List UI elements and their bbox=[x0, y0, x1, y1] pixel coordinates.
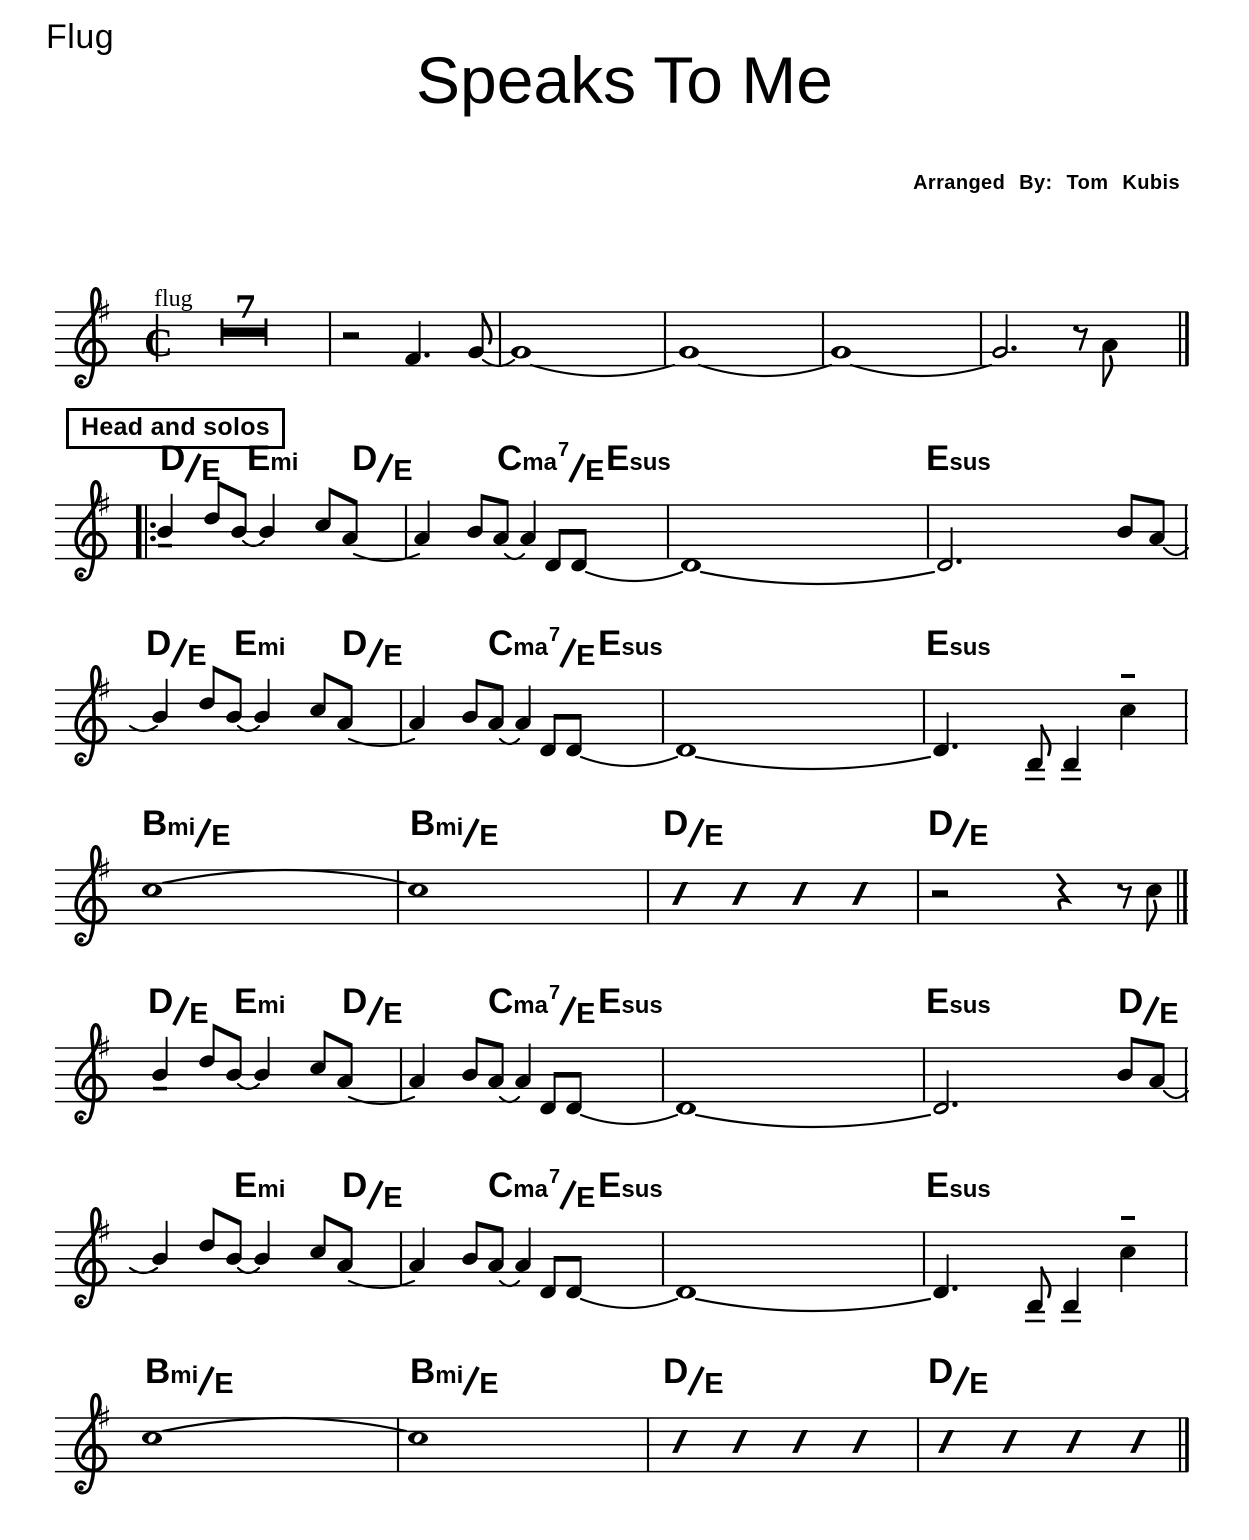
chord-quality: sus bbox=[621, 992, 663, 1019]
beam bbox=[324, 672, 353, 691]
key-signature-sharp-icon: ♯ bbox=[96, 1029, 112, 1067]
chord-slash-icon bbox=[184, 451, 202, 485]
chord-symbol bbox=[598, 626, 663, 661]
page-title: Speaks To Me bbox=[415, 43, 833, 117]
chord-slash-icon bbox=[366, 994, 384, 1028]
chord-root: D bbox=[928, 804, 954, 843]
chord-symbol bbox=[928, 1352, 989, 1400]
beam bbox=[324, 1214, 353, 1233]
chord-slash-icon bbox=[952, 1364, 970, 1398]
tie-slur bbox=[349, 739, 414, 746]
key-signature-sharp-icon: ♯ bbox=[96, 1399, 112, 1437]
chord-quality: mi bbox=[257, 1176, 286, 1203]
chord-bass: E bbox=[189, 998, 209, 1030]
staff-system-4 bbox=[55, 847, 1188, 945]
chord-quality: ma bbox=[513, 634, 548, 661]
chord-bass: E bbox=[576, 640, 596, 672]
treble-clef-icon bbox=[78, 1299, 83, 1304]
chord-symbol bbox=[342, 624, 403, 672]
augmentation-dot bbox=[952, 1286, 957, 1291]
quarter-rest bbox=[1058, 875, 1068, 908]
cut-time-icon: C bbox=[144, 320, 173, 365]
chord-slash-icon bbox=[952, 816, 970, 850]
chord-symbol bbox=[234, 626, 285, 661]
rhythm-slash bbox=[672, 882, 688, 905]
chord-slash-icon bbox=[568, 451, 586, 485]
chord-root: E bbox=[598, 982, 622, 1021]
rhythm-slash bbox=[938, 1430, 954, 1453]
chord-slash-icon bbox=[366, 636, 384, 670]
treble-clef-icon bbox=[78, 572, 83, 577]
tie-slur bbox=[581, 1299, 677, 1308]
staff-system-5 bbox=[55, 1023, 1188, 1127]
chord-slash-icon bbox=[559, 636, 577, 670]
chord-root: C bbox=[497, 439, 523, 478]
chord-quality: mi bbox=[435, 1362, 464, 1389]
chord-slash-icon bbox=[366, 1178, 384, 1212]
chord-quality: sus bbox=[621, 1176, 663, 1203]
chord-symbol bbox=[142, 804, 231, 852]
chord-quality: ma bbox=[513, 1176, 548, 1203]
augmentation-dot bbox=[1011, 346, 1016, 351]
key-signature-sharp-icon: ♯ bbox=[96, 1213, 112, 1251]
beam bbox=[213, 1207, 242, 1226]
beam bbox=[329, 487, 358, 506]
tie-slur bbox=[349, 1281, 414, 1288]
chord-symbol bbox=[606, 441, 671, 476]
chord-symbol bbox=[234, 984, 285, 1019]
augmentation-dot bbox=[952, 744, 957, 749]
instrument-cue-label: flug bbox=[154, 286, 193, 312]
eighth-flag-icon bbox=[1103, 357, 1111, 386]
chord-root: E bbox=[234, 624, 258, 663]
chord-quality: mi bbox=[167, 814, 196, 841]
key-signature-sharp-icon: ♯ bbox=[96, 671, 112, 709]
chord-quality: mi bbox=[170, 1362, 199, 1389]
rhythm-slash bbox=[672, 1430, 688, 1453]
chord-root: D bbox=[342, 982, 368, 1021]
chord-root: E bbox=[926, 624, 950, 663]
ledger-line bbox=[1025, 769, 1045, 772]
rhythm-slash bbox=[852, 1430, 868, 1453]
treble-clef-icon bbox=[78, 1485, 83, 1490]
chord-symbol bbox=[598, 984, 663, 1019]
chord-slash-icon bbox=[462, 816, 480, 850]
chord-slash-icon bbox=[687, 1364, 705, 1398]
repeat-dot bbox=[150, 536, 156, 542]
tie-slur bbox=[1164, 548, 1188, 555]
chord-quality: ma bbox=[522, 449, 557, 476]
rhythm-slash bbox=[1130, 1430, 1146, 1453]
ledger-line bbox=[1025, 1320, 1045, 1323]
chord-slash-icon bbox=[376, 451, 394, 485]
chord-symbol bbox=[926, 1168, 991, 1203]
chord-symbol bbox=[148, 982, 209, 1030]
chord-root: E bbox=[606, 439, 630, 478]
chord-root: D bbox=[148, 982, 174, 1021]
chord-bass: E bbox=[704, 820, 724, 852]
chord-symbol bbox=[342, 982, 403, 1030]
tenuto-mark bbox=[1121, 1216, 1135, 1220]
chord-symbol bbox=[342, 1166, 403, 1214]
staff-system-1 bbox=[55, 289, 1188, 387]
chord-extension: 7 bbox=[548, 982, 561, 1004]
chord-symbol bbox=[146, 624, 207, 672]
chord-bass: E bbox=[479, 1368, 499, 1400]
chord-symbol bbox=[497, 439, 605, 487]
chord-root: E bbox=[926, 439, 950, 478]
chord-bass: E bbox=[479, 820, 499, 852]
tie-slur bbox=[349, 1097, 414, 1104]
staff-system-7 bbox=[55, 1395, 1188, 1493]
treble-clef-icon bbox=[78, 379, 83, 384]
staff-system-6 bbox=[55, 1207, 1188, 1322]
chord-root: C bbox=[488, 1166, 514, 1205]
chord-slash-icon bbox=[170, 636, 188, 670]
rhythm-slash bbox=[792, 1430, 808, 1453]
chord-root: B bbox=[410, 1352, 436, 1391]
chord-symbol bbox=[352, 439, 413, 487]
rhythm-slash bbox=[792, 882, 808, 905]
chord-root: D bbox=[160, 439, 186, 478]
chord-bass: E bbox=[969, 1368, 989, 1400]
augmentation-dot bbox=[952, 1102, 957, 1107]
chord-slash-icon bbox=[559, 994, 577, 1028]
repeat-dot bbox=[150, 522, 156, 528]
tie-slur bbox=[696, 757, 930, 769]
chord-root: D bbox=[928, 1352, 954, 1391]
chord-root: B bbox=[145, 1352, 171, 1391]
ledger-line bbox=[1025, 1311, 1045, 1314]
chord-root: C bbox=[488, 624, 514, 663]
section-label: Head and solos bbox=[66, 408, 285, 449]
half-rest bbox=[343, 332, 359, 339]
chord-slash-icon bbox=[197, 1364, 215, 1398]
chord-bass: E bbox=[969, 820, 989, 852]
chord-symbol bbox=[598, 1168, 663, 1203]
chord-bass: E bbox=[187, 640, 207, 672]
chord-bass: E bbox=[704, 1368, 724, 1400]
chord-symbol bbox=[410, 1352, 499, 1400]
tie-slur bbox=[163, 1418, 406, 1431]
chord-root: D bbox=[1118, 982, 1144, 1021]
chord-symbol bbox=[247, 441, 298, 476]
rhythm-slash bbox=[852, 882, 868, 905]
rhythm-slash bbox=[1002, 1430, 1018, 1453]
chord-extension: 7 bbox=[557, 439, 570, 461]
tie-slur bbox=[581, 757, 677, 766]
ledger-line bbox=[1061, 1320, 1081, 1323]
key-signature-sharp-icon: ♯ bbox=[96, 486, 112, 524]
staff-system-3 bbox=[55, 665, 1188, 780]
augmentation-dot bbox=[424, 352, 429, 357]
chord-slash-icon bbox=[687, 816, 705, 850]
tenuto-mark bbox=[153, 1087, 167, 1091]
chord-root: D bbox=[342, 624, 368, 663]
tie-slur bbox=[531, 365, 674, 376]
beam bbox=[218, 480, 247, 499]
chord-symbol bbox=[234, 1168, 285, 1203]
ledger-line bbox=[1061, 1311, 1081, 1314]
chord-bass: E bbox=[393, 455, 413, 487]
chord-root: E bbox=[598, 624, 622, 663]
chord-quality: mi bbox=[257, 634, 286, 661]
chord-quality: mi bbox=[270, 449, 299, 476]
chord-symbol bbox=[488, 982, 596, 1030]
rhythm-slash bbox=[732, 1430, 748, 1453]
rhythm-slash bbox=[732, 882, 748, 905]
chord-root: E bbox=[234, 982, 258, 1021]
chord-bass: E bbox=[383, 1182, 403, 1214]
chord-bass: E bbox=[383, 998, 403, 1030]
treble-clef-icon bbox=[78, 1115, 83, 1120]
chord-symbol bbox=[410, 804, 499, 852]
chord-slash-icon bbox=[462, 1364, 480, 1398]
chord-symbol bbox=[926, 441, 991, 476]
tie-slur bbox=[701, 572, 934, 584]
chord-slash-icon bbox=[172, 994, 190, 1028]
tie-slur bbox=[163, 870, 406, 883]
key-signature-sharp-icon: ♯ bbox=[96, 851, 112, 889]
arranger-credit: Arranged By: Tom Kubis bbox=[913, 172, 1180, 194]
chord-root: B bbox=[410, 804, 436, 843]
chord-quality: sus bbox=[949, 1176, 991, 1203]
chord-bass: E bbox=[576, 1182, 596, 1214]
chord-bass: E bbox=[201, 455, 221, 487]
chord-symbol bbox=[488, 1166, 596, 1214]
beam bbox=[554, 1256, 582, 1262]
chord-symbol bbox=[926, 984, 991, 1019]
chord-root: B bbox=[142, 804, 168, 843]
key-signature-sharp-icon: ♯ bbox=[96, 293, 112, 331]
chord-root: D bbox=[342, 1166, 368, 1205]
chord-extension: 7 bbox=[548, 1166, 561, 1188]
ledger-line bbox=[1061, 769, 1081, 772]
beam bbox=[554, 1072, 582, 1078]
chord-symbol bbox=[663, 1352, 724, 1400]
chord-extension: 7 bbox=[548, 624, 561, 646]
chord-bass: E bbox=[585, 455, 605, 487]
chord-symbol bbox=[928, 804, 989, 852]
tie-slur bbox=[581, 1115, 677, 1124]
ledger-line bbox=[1061, 778, 1081, 781]
tie-slur bbox=[699, 365, 831, 376]
multirest-number: 7 bbox=[235, 290, 257, 326]
chord-symbol bbox=[1118, 982, 1179, 1030]
chord-symbol bbox=[488, 624, 596, 672]
augmentation-dot bbox=[956, 559, 961, 564]
chord-quality: mi bbox=[435, 814, 464, 841]
chord-symbol bbox=[926, 626, 991, 661]
chord-quality: sus bbox=[949, 449, 991, 476]
staff-system-2 bbox=[55, 480, 1188, 584]
chord-bass: E bbox=[211, 820, 231, 852]
eighth-flag-icon bbox=[1147, 901, 1155, 930]
chord-quality: ma bbox=[513, 992, 548, 1019]
tie-slur bbox=[1164, 1091, 1188, 1098]
beam bbox=[213, 665, 242, 684]
chord-root: C bbox=[488, 982, 514, 1021]
chord-bass: E bbox=[576, 998, 596, 1030]
multirest-bar bbox=[222, 327, 266, 336]
tie-slur bbox=[586, 572, 682, 581]
beam bbox=[324, 1030, 353, 1049]
part-label: Flug bbox=[46, 18, 115, 56]
chord-slash-icon bbox=[1142, 994, 1160, 1028]
tie-slur bbox=[851, 365, 991, 376]
chord-quality: sus bbox=[949, 634, 991, 661]
beam bbox=[213, 1023, 242, 1042]
chord-root: D bbox=[663, 1352, 689, 1391]
chord-root: E bbox=[234, 1166, 258, 1205]
chord-bass: E bbox=[383, 640, 403, 672]
rhythm-slash bbox=[1066, 1430, 1082, 1453]
chord-root: D bbox=[146, 624, 172, 663]
chord-quality: sus bbox=[621, 634, 663, 661]
chord-root: D bbox=[663, 804, 689, 843]
beam bbox=[559, 529, 587, 535]
chord-quality: sus bbox=[629, 449, 671, 476]
chord-bass: E bbox=[214, 1368, 234, 1400]
chord-root: E bbox=[598, 1166, 622, 1205]
chord-root: E bbox=[926, 982, 950, 1021]
tie-slur bbox=[354, 554, 419, 561]
treble-clef-icon bbox=[78, 757, 83, 762]
chord-root: D bbox=[352, 439, 378, 478]
chord-slash-icon bbox=[194, 816, 212, 850]
chord-bass: E bbox=[1159, 998, 1179, 1030]
tenuto-mark bbox=[1121, 674, 1135, 678]
chord-symbol bbox=[145, 1352, 234, 1400]
beam bbox=[554, 714, 582, 720]
treble-clef-icon bbox=[78, 937, 83, 942]
chord-quality: sus bbox=[949, 992, 991, 1019]
tie-slur bbox=[696, 1299, 930, 1311]
chord-root: E bbox=[247, 439, 271, 478]
ledger-line bbox=[1025, 778, 1045, 781]
tenuto-mark bbox=[158, 544, 172, 548]
chord-symbol bbox=[663, 804, 724, 852]
tie-slur bbox=[696, 1115, 930, 1127]
half-rest bbox=[932, 890, 948, 897]
repeat-barline bbox=[136, 505, 142, 559]
chord-symbol bbox=[160, 439, 221, 487]
chord-root: E bbox=[926, 1166, 950, 1205]
chord-quality: mi bbox=[257, 992, 286, 1019]
chord-slash-icon bbox=[559, 1178, 577, 1212]
